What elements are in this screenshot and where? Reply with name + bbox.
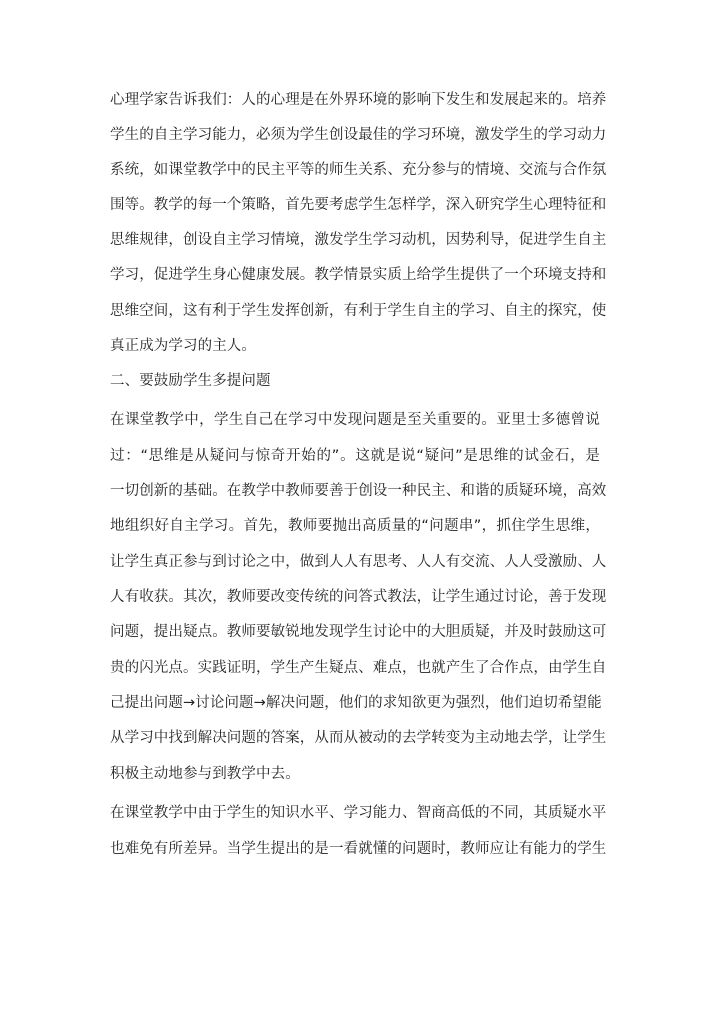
- paragraph-2-line-11: 积极主动地参与到教学中去。: [110, 766, 300, 782]
- paragraph-1-line-4: 围等。教学的每一个策略，首先要考虑学生怎样学，深入研究学生心理特征和: [110, 197, 607, 213]
- paragraph-2-line-5: 让学生真正参与到讨论之中，做到人人有思考、人人有交流、人人受激励、人: [110, 554, 607, 570]
- paragraph-2-line-7: 问题，提出疑点。教师要敏锐地发现学生讨论中的大胆质疑，并及时鼓励这可: [110, 624, 607, 640]
- paragraph-1-line-2: 学生的自主学习能力，必须为学生创设最佳的学习环境，激发学生的学习动力: [110, 127, 607, 143]
- paragraph-3-line-1: 在课堂教学中由于学生的知识水平、学习能力、智商高低的不同，其质疑水平: [110, 805, 607, 821]
- paragraph-2-line-8: 贵的闪光点。实践证明，学生产生疑点、难点，也就产生了合作点，由学生自: [110, 660, 607, 676]
- paragraph-2-line-10: 从学习中找到解决问题的答案，从而从被动的去学转变为主动地去学，让学生: [110, 730, 607, 746]
- paragraph-1-line-7: 思维空间，这有利于学生发挥创新，有利于学生自主的学习、自主的探究，使: [110, 303, 607, 319]
- paragraph-2-line-2: 过：“思维是从疑问与惊奇开始的”。这就是说“疑问”是思维的试金石，是: [110, 448, 600, 464]
- paragraph-2-line-6: 人有收获。其次，教师要改变传统的问答式教法，让学生通过讨论，善于发现: [110, 589, 607, 605]
- paragraph-2-line-1: 在课堂教学中，学生自己在学习中发现问题是至关重要的。亚里士多德曾说: [110, 412, 600, 428]
- paragraph-3-line-2: 也难免有所差异。当学生提出的是一看就懂的问题时，教师应让有能力的学生: [110, 841, 607, 857]
- paragraph-1-line-6: 学习，促进学生身心健康发展。教学情景实质上给学生提供了一个环境支持和: [110, 267, 607, 283]
- paragraph-2-line-9: 己提出问题→讨论问题→解决问题，他们的求知欲更为强烈，他们迫切希望能: [110, 695, 602, 711]
- paragraph-1-line-8: 真正成为学习的主人。: [110, 338, 256, 354]
- paragraph-1-line-3: 系统，如课堂教学中的民主平等的师生关系、充分参与的情境、交流与合作氛: [110, 162, 607, 178]
- paragraph-1-line-5: 思维规律，创设自主学习情境，激发学生学习动机，因势利导，促进学生自主: [110, 232, 607, 248]
- paragraph-2-line-4: 地组织好自主学习。首先，教师要抛出高质量的“问题串”，抓住学生思维，: [110, 518, 600, 534]
- paragraph-1-line-1: 心理学家告诉我们：人的心理是在外界环境的影响下发生和发展起来的。培养: [110, 92, 607, 108]
- section-heading: 二、要鼓励学生多提问题: [110, 373, 271, 389]
- paragraph-2-line-3: 一切创新的基础。在教学中教师要善于创设一种民主、和谐的质疑环境，高效: [110, 483, 607, 499]
